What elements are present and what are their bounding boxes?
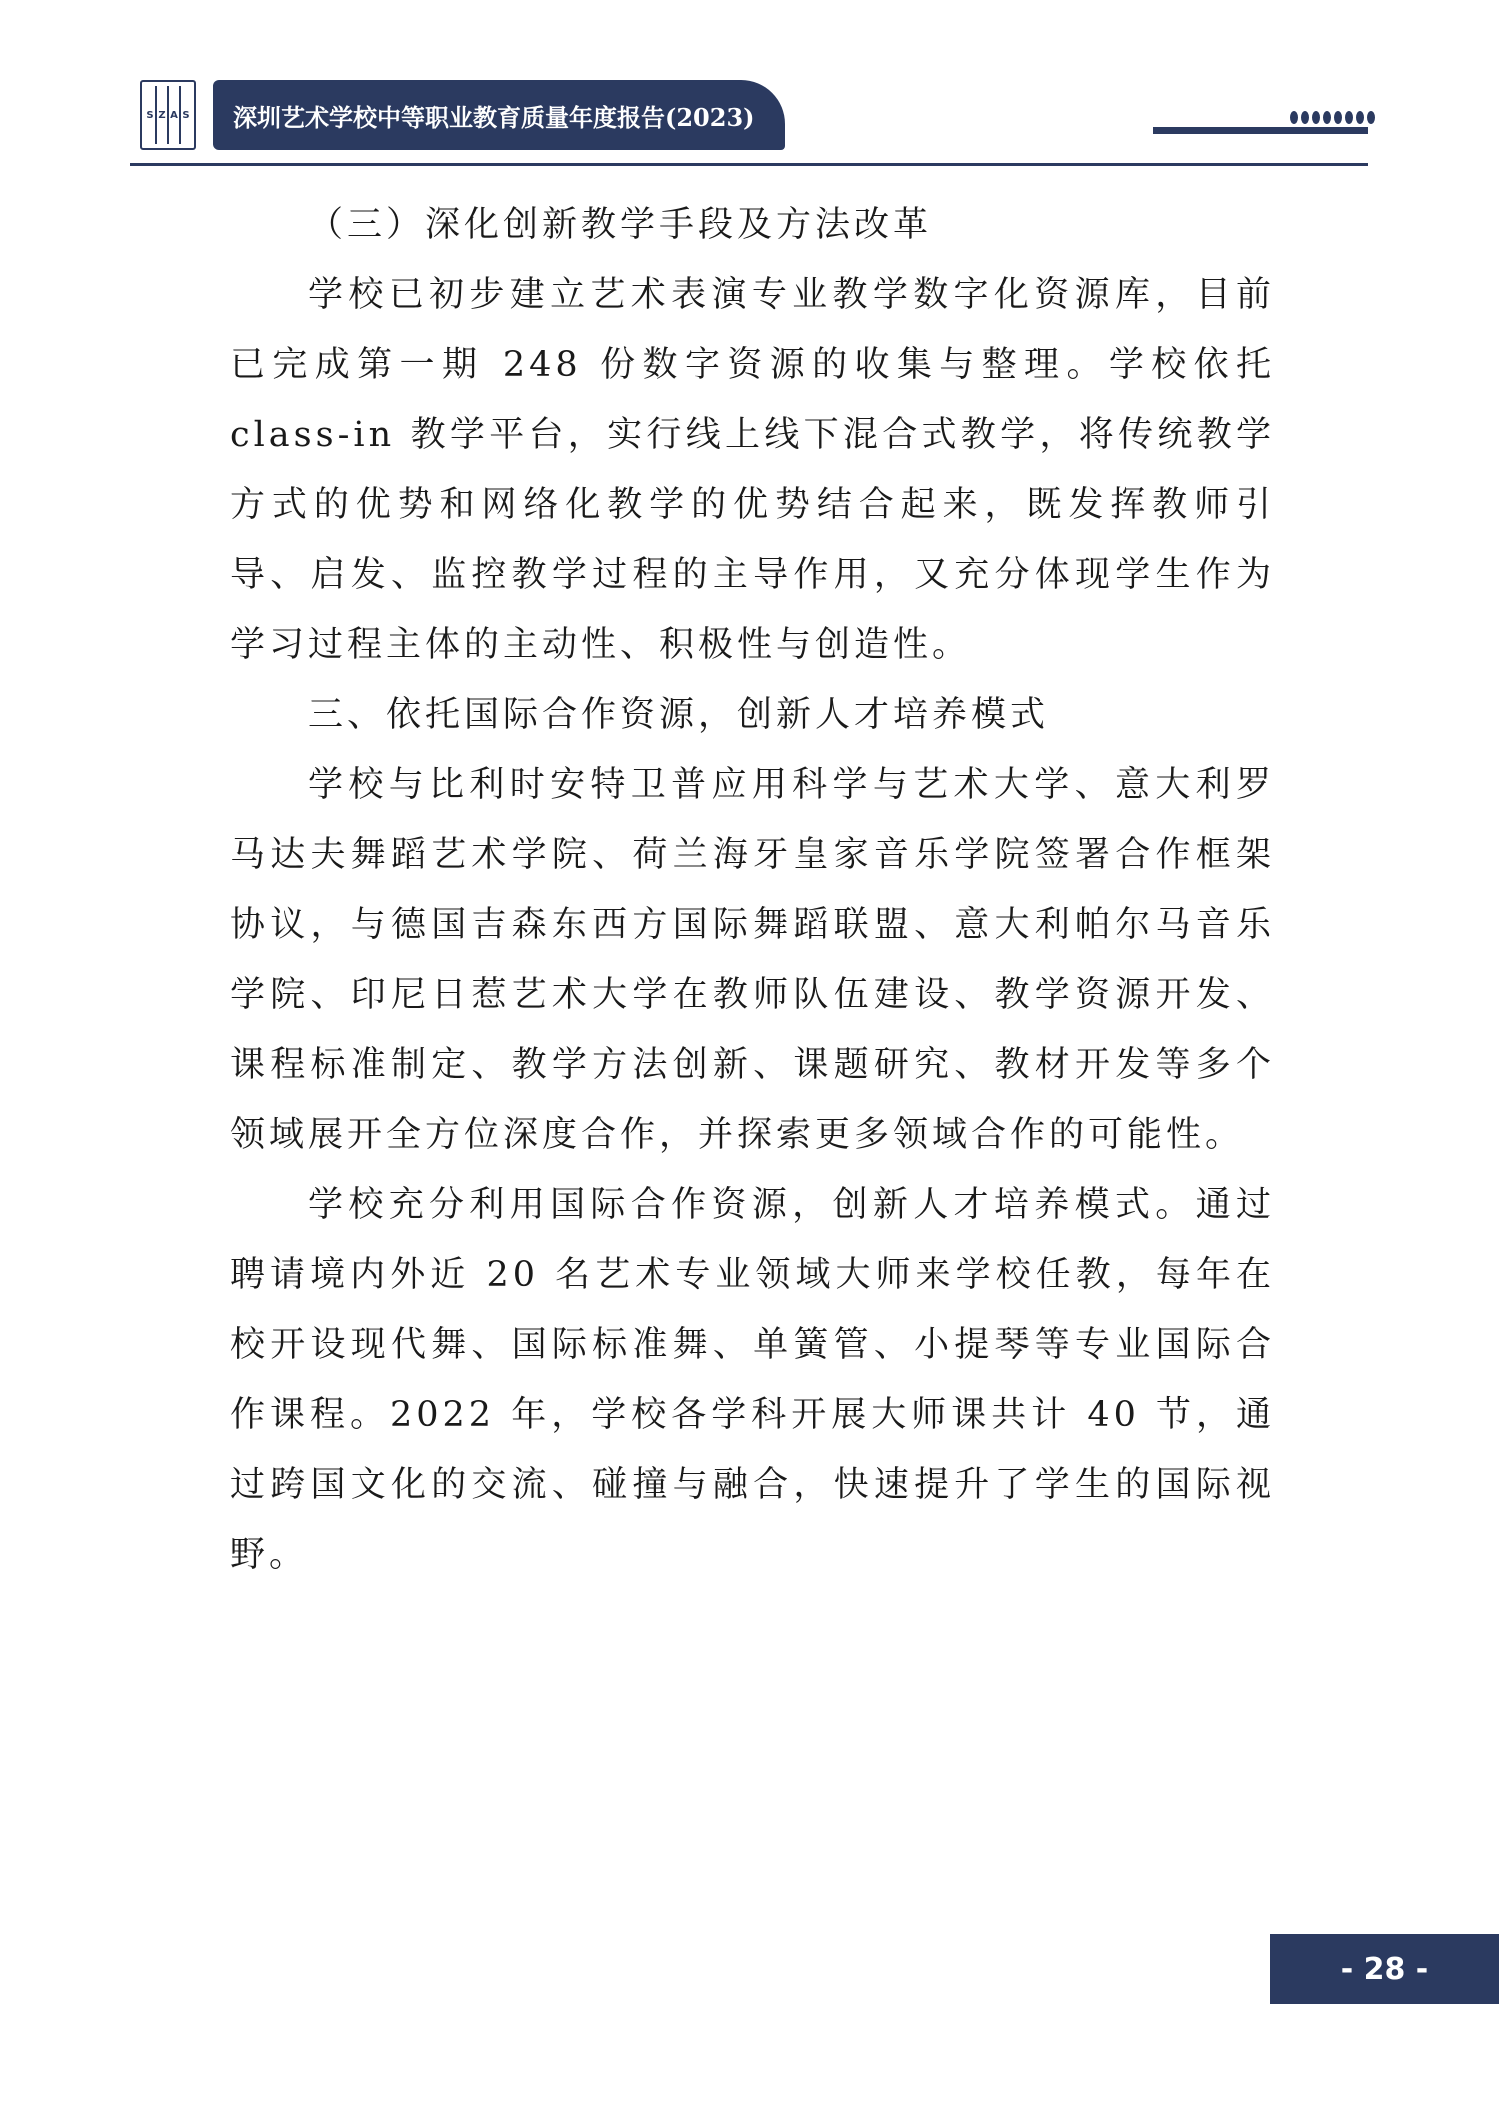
report-title: 深圳艺术学校中等职业教育质量年度报告(2023) [213, 80, 785, 150]
paragraph: 学校与比利时安特卫普应用科学与艺术大学、意大利罗马达夫舞蹈艺术学院、荷兰海牙皇家音乐学院签署合作框架协议，与德国吉森东西方国际舞蹈联盟、意大利帕尔马音乐学院、印尼日惹艺术大学在教师队伍建设、教学资源开发、课程标准制定、教学方法创新、课题研究、教材开发等多个领域展开全方位深度合作，并探索更多领域合作的可能性。 [230, 765, 1275, 1155]
page-content [230, 190, 1275, 1590]
paragraph: 学校充分利用国际合作资源，创新人才培养模式。通过聘请境内外近 20 名艺术专业领域大师来学校任教，每年在校开设现代舞、国际标准舞、单簧管、小提琴等专业国际合作课程。2022 年，学校各学科开展大师课共计 40 节，通过跨国文化的交流、碰撞与融合，快速提升了学生的国际视野。 [230, 1185, 1275, 1575]
section-heading: （三）深化创新教学手段及方法改革 [308, 205, 933, 245]
logo-letter: S [146, 109, 154, 121]
header-divider [130, 163, 1368, 166]
decorative-dots [1290, 111, 1375, 124]
paragraph: 学校已初步建立艺术表演专业教学数字化资源库，目前已完成第一期 248 份数字资源的收集与整理。学校依托 class-in 教学平台，实行线上线下混合式教学，将传统教学方式的优势和网络化教学的优势结合起来，既发挥教师引导、启发、监控教学过程的主导作用，又充分体现学生作为学习过程主体的主动性、积极性与创造性。 [230, 275, 1275, 665]
school-logo [140, 80, 196, 150]
logo-letter: Z [155, 86, 167, 144]
logo-letter: S [179, 86, 191, 144]
section-heading: 三、依托国际合作资源，创新人才培养模式 [308, 695, 1050, 735]
logo-letter: A [167, 86, 179, 144]
page-number: - 28 - [1270, 1934, 1499, 2004]
header-accent-rule [1153, 127, 1368, 134]
